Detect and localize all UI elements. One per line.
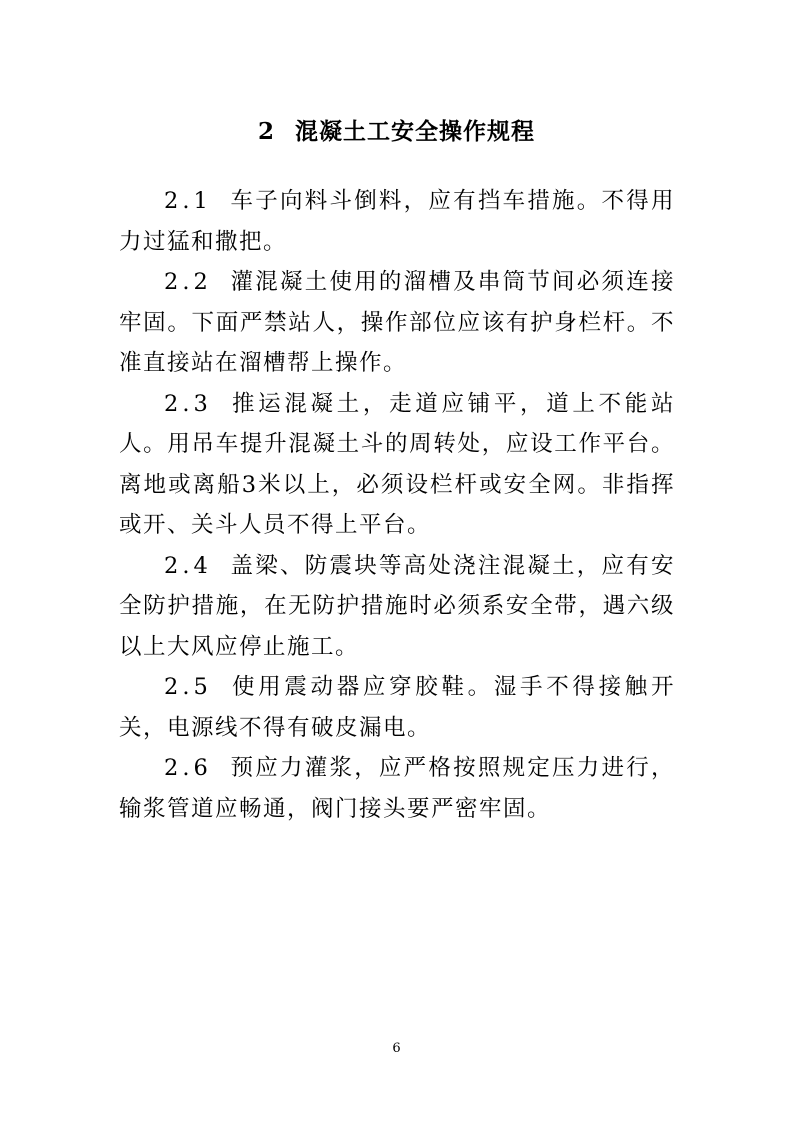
clause-text: 使用震动器应穿胶鞋。湿手不得接触开关，电源线不得有破皮漏电。 [119, 674, 675, 741]
clause-text: 预应力灌浆，应严格按照规定压力进行，输浆管道应畅通，阀门接头要严密牢固。 [119, 755, 675, 822]
clause-text: 推运混凝土，走道应铺平，道上不能站人。用吊车提升混凝土斗的周转处，应设工作平台。离地或离船3米以上，必须设栏杆或安全网。非指挥或开、关斗人员不得上平台。 [119, 390, 675, 538]
clause-number: 2.5 [164, 674, 212, 700]
clause-paragraph [119, 181, 675, 262]
clause-paragraph [119, 546, 675, 668]
clause-text: 盖梁、防震块等高处浇注混凝土，应有安全防护措施，在无防护措施时必须系安全带，遇六级以上大风应停止施工。 [119, 552, 675, 660]
section-title: 混凝土工安全操作规程 [295, 118, 535, 146]
clause-number: 2.1 [164, 188, 212, 214]
clause-number: 2.6 [164, 755, 212, 781]
page-number: 6 [392, 1041, 401, 1056]
clause-number: 2.2 [164, 269, 212, 295]
clause-paragraph [119, 384, 675, 546]
section-heading [0, 117, 793, 147]
clause-paragraph [119, 262, 675, 384]
clause-text: 灌混凝土使用的溜槽及串筒节间必须连接牢固。下面严禁站人，操作部位应该有护身栏杆。不准直接站在溜槽帮上操作。 [119, 269, 675, 376]
clause-paragraph [119, 667, 675, 748]
section-number: 2 [257, 118, 275, 146]
clause-paragraph [119, 748, 675, 829]
document-body [119, 181, 675, 829]
clause-number: 2.4 [164, 552, 212, 579]
clause-text: 车子向料斗倒料，应有挡车措施。不得用力过猛和撒把。 [119, 188, 675, 255]
clause-number: 2.3 [164, 390, 212, 417]
